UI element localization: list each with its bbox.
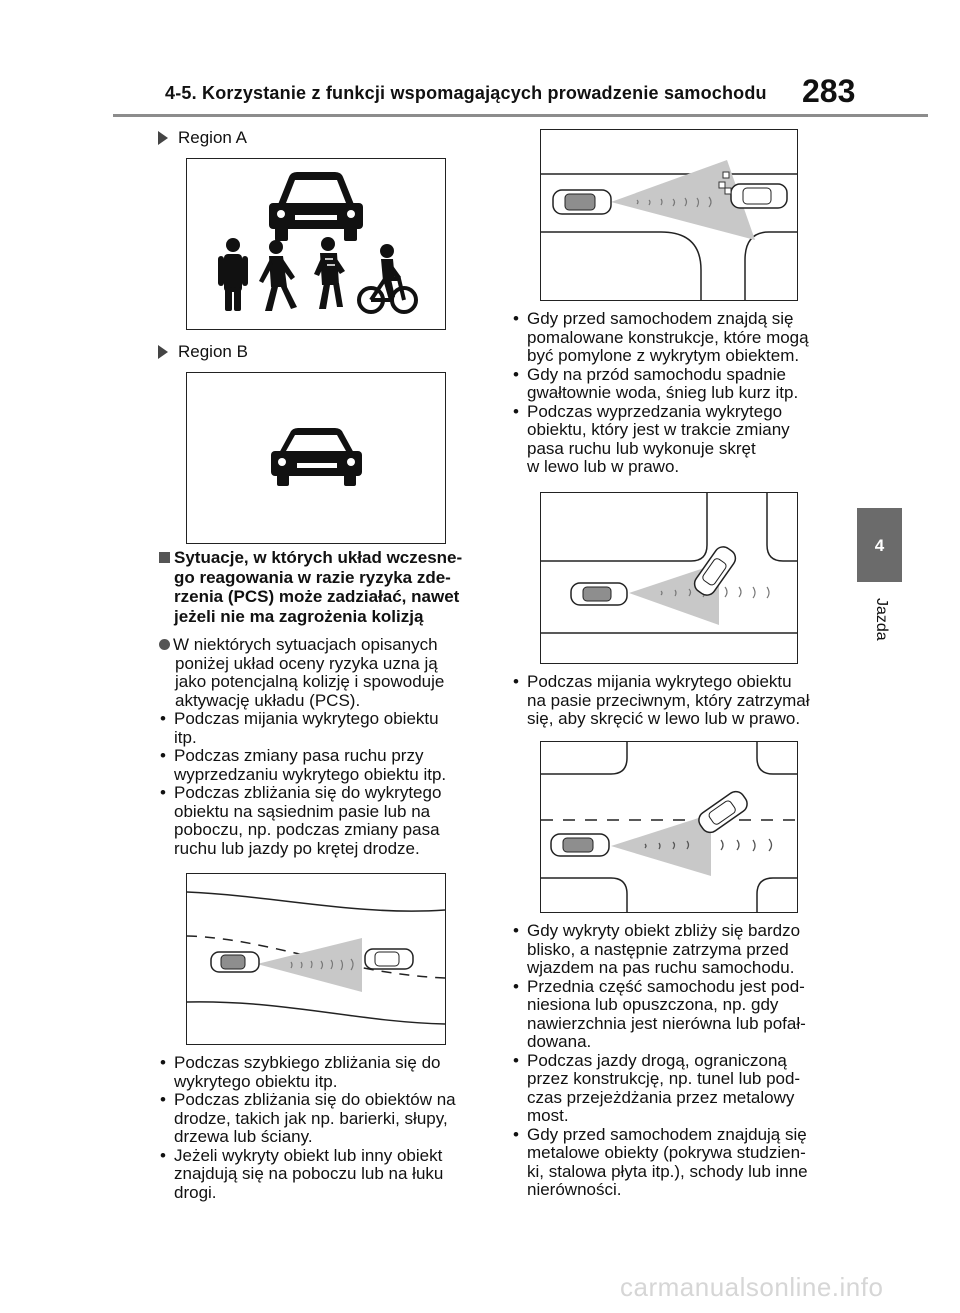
list-item: • Podczas zbliżania się do obiektów na drodze, takich jak np. barierki, słupy, drzewa lub ściany. — [157, 1091, 487, 1147]
square-bullet-icon — [159, 552, 170, 563]
bullet-list — [510, 922, 840, 1200]
list-item: • Gdy wykryty obiekt zbliży się bardzo blisko, a następnie zatrzyma przed wjazdem na pas ruchu samochodu. — [510, 922, 840, 978]
region-a-illustration — [186, 158, 446, 330]
turning-car-illustration — [540, 492, 798, 664]
bullet-list — [157, 1054, 487, 1202]
chapter-number: 4 — [874, 536, 885, 555]
bullet-list — [510, 673, 840, 729]
list-item: • Podczas mijania wykrytego obiektu itp. — [157, 710, 487, 747]
intro-paragraph — [159, 636, 489, 710]
watermark: carmanualsonline.info — [620, 1272, 884, 1302]
triangle-bullet-icon — [158, 131, 168, 145]
heading-line: rzenia (PCS) może zadziałać, nawet — [174, 587, 460, 606]
circle-bullet-icon — [159, 639, 170, 650]
heading-line: go reagowania w razie ryzyka zde- — [174, 567, 451, 587]
page-header-title: 4-5. Korzystanie z funkcji wspomagających prowadzenie samochodu — [165, 83, 767, 103]
list-item: • Podczas zmiany pasa ruchu przy wyprzedzaniu wykrytego obiektu itp. — [157, 747, 487, 784]
intersection-illustration — [540, 129, 798, 301]
car-icon — [211, 952, 259, 972]
paragraph-line: aktywację układu (PCS). — [175, 690, 361, 710]
target-car-icon — [365, 949, 413, 969]
curved-road-diagram — [187, 874, 445, 1044]
paragraph-line: jako potencjalną kolizję i spowoduje — [175, 672, 445, 691]
region-a-label: Region A — [158, 128, 247, 148]
region-b-illustration — [186, 372, 446, 544]
turning-car-diagram — [541, 493, 797, 663]
list-item: • Gdy na przód samochodu spadnie gwałtownie woda, śnieg lub kurz itp. — [510, 366, 840, 403]
chapter-label-text: Jazda — [873, 598, 890, 641]
header-divider — [113, 114, 928, 117]
oncoming-lane-illustration — [540, 741, 798, 913]
paragraph-line: W niektórych sytuacjach opisanych — [159, 636, 489, 655]
list-item: • Podczas szybkiego zbliżania się do wykrytego obiektu itp. — [157, 1054, 487, 1091]
paragraph-line: poniżej układ oceny ryzyka uzna ją — [175, 653, 438, 673]
list-item: • Podczas wyprzedzania wykrytego obiektu, który jest w trakcie zmiany pasa ruchu lub wykonuje skręt w lewo lub w prawo. — [510, 403, 840, 477]
list-item: • Gdy przed samochodem znajdują się metalowe obiekty (pokrywa studzien- ki, stalowa płyta itp.), schody lub inne nierówności. — [510, 1126, 840, 1200]
section-heading — [159, 548, 489, 626]
heading-line: Sytuacje, w których układ wczesne- — [159, 548, 489, 568]
target-car-icon — [695, 788, 750, 836]
car-icon — [553, 190, 611, 214]
list-item: • Podczas zbliżania się do wykrytego obiektu na sąsiednim pasie lub na poboczu, np. podczas zmiany pasa ruchu lub jazdy po krętej drodze. — [157, 784, 487, 858]
heading-line: jeżeli nie ma zagrożenia kolizją — [174, 606, 424, 626]
chapter-label — [866, 598, 896, 658]
car-pedestrians-cyclists-icon — [187, 159, 445, 329]
car-icon — [551, 834, 609, 856]
chapter-tab — [857, 508, 902, 582]
target-car-icon — [731, 184, 787, 208]
region-b-label: Region B — [158, 342, 248, 362]
bullet-list — [157, 710, 487, 858]
list-item: • Gdy przed samochodem znajdą się pomalowane konstrukcje, które mogą być pomylone z wykrytym obiektem. — [510, 310, 840, 366]
bullet-list — [510, 310, 840, 477]
curved-road-illustration — [186, 873, 446, 1045]
page-number: 283 — [802, 73, 856, 109]
car-icon — [571, 583, 627, 605]
list-item: • Podczas mijania wykrytego obiektu na pasie przeciwnym, który zatrzymał się, aby skręcić w lewo lub w prawo. — [510, 673, 840, 729]
oncoming-lane-diagram — [541, 742, 797, 912]
list-item: • Przednia część samochodu jest pod- niesiona lub opuszczona, np. gdy nawierzchnia jest nierówna lub pofał- dowana. — [510, 978, 840, 1052]
triangle-bullet-icon — [158, 345, 168, 359]
list-item: • Jeżeli wykryty obiekt lub inny obiekt znajdują się na poboczu lub na łuku drogi. — [157, 1147, 487, 1203]
list-item: • Podczas jazdy drogą, ograniczoną przez konstrukcję, np. tunel lub pod- czas przejeżdżania przez metalowy most. — [510, 1052, 840, 1126]
intersection-turn-diagram — [541, 130, 797, 300]
car-front-icon — [187, 373, 445, 543]
